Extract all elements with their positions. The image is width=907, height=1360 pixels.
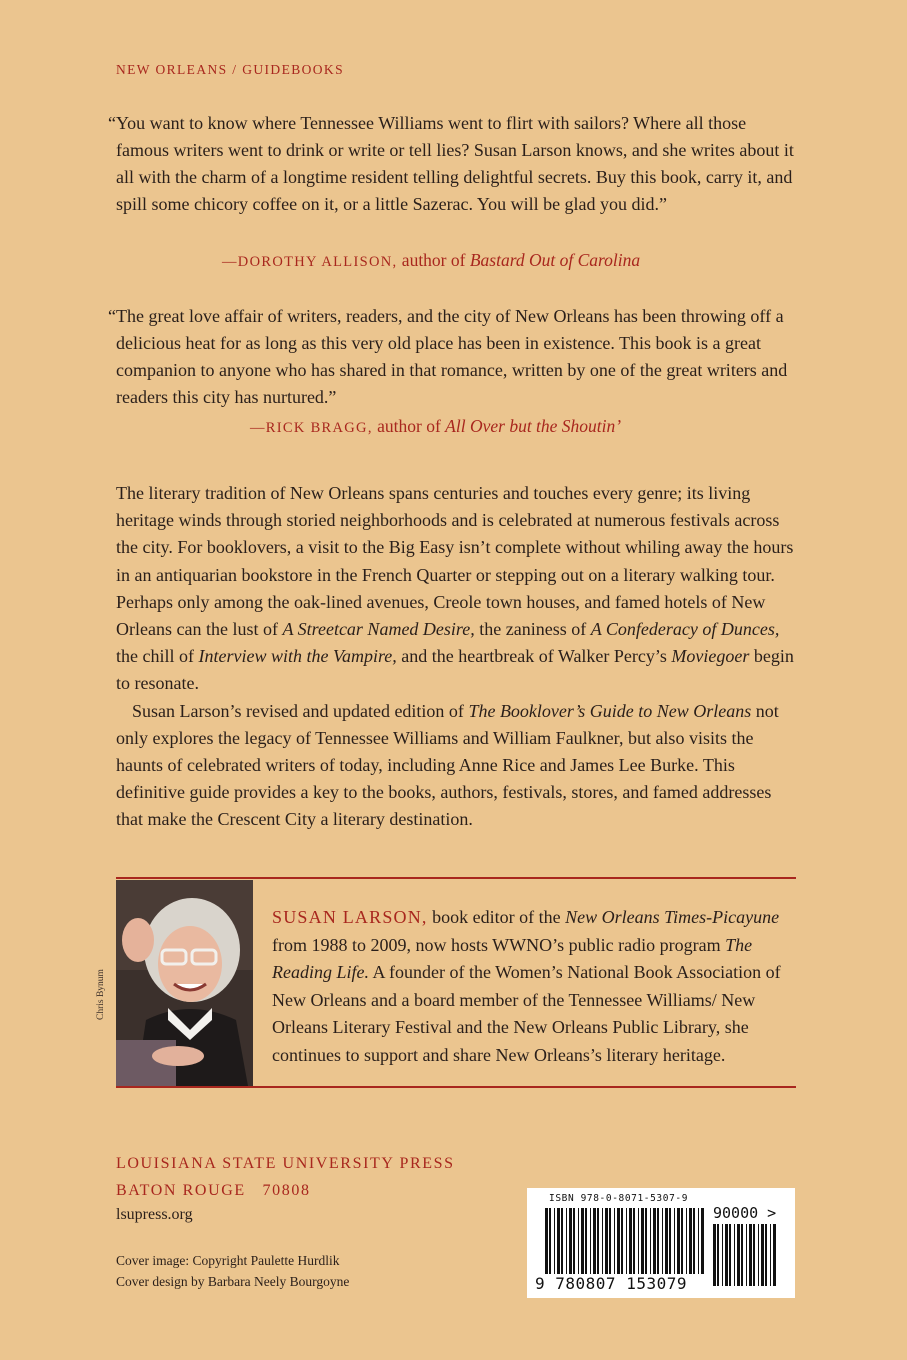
attribution-book-title: Bastard Out of Carolina	[469, 250, 641, 270]
quote-attribution-allison	[222, 250, 640, 271]
category-label: NEW ORLEANS / GUIDEBOOKS	[116, 62, 344, 77]
quote-attribution-bragg	[250, 416, 621, 437]
desc-text: the chill of	[116, 646, 199, 667]
attribution-name: —DOROTHY ALLISON,	[222, 254, 398, 270]
barcode-bars-main	[545, 1208, 705, 1274]
publisher-block	[116, 1150, 455, 1204]
description-paragraph-1	[116, 480, 800, 698]
desc-text: the zaniness of	[474, 619, 591, 640]
isbn-digits: 9 780807 153079	[535, 1274, 687, 1293]
cover-image-credit: Cover image: Copyright Paulette Hurdlik	[116, 1253, 340, 1268]
author-photo	[116, 880, 253, 1086]
isbn-label: ISBN 978-0-8071-5307-9	[549, 1193, 689, 1204]
isbn-barcode	[527, 1188, 795, 1298]
desc-title: The Booklover’s Guide to New Orleans	[468, 700, 752, 721]
bio-title: The Reading Life.	[272, 934, 753, 983]
desc-text: The literary tradition of New Orleans spans centuries and touches every genre; its living heritage winds through storied neighborhoods and is celebrated at numerous festivals across the city. For booklovers, a visit to the Big Easy isn’t complete without whiling away the hours in an antiquarian bookstore in the French Quarter or stepping out on a literary walking tour. Perhaps only among the oak-lined avenues, Creole town houses, and famed hotels of New Orleans can the lust of	[116, 483, 794, 640]
author-name: SUSAN LARSON,	[272, 907, 428, 927]
publisher-website: lsupress.org	[116, 1206, 193, 1223]
photo-credit: Chris Bynum	[96, 969, 106, 1020]
desc-text: not only explores the legacy of Tennessee Williams and William Faulkner, but also visits the haunts of celebrated writers of today, including Anne Rice and James Lee Burke. This definitive guide provides a key to the books, authors, festivals, stores, and famed addresses that make the Crescent City a literary destination.	[116, 700, 779, 830]
author-bio	[272, 904, 800, 1070]
desc-title: A Confederacy of Dunces,	[590, 619, 780, 640]
publisher-name: LOUISIANA STATE UNIVERSITY PRESS	[116, 1155, 455, 1172]
bio-title: New Orleans Times-Picayune	[565, 907, 780, 927]
bio-text: book editor of the	[427, 907, 566, 927]
barcode-bars-addon	[713, 1224, 783, 1286]
desc-title: Moviegoer	[671, 646, 750, 667]
attribution-author-of: author of	[372, 416, 446, 436]
author-top-rule	[116, 877, 796, 879]
quote-dorothy-allison: “You want to know where Tennessee Williams went to flirt with sailors? Where all those famous writers went to drink or write or tell lies? Susan Larson knows, and she writes about it all with the charm of a longtime resident telling delightful secrets. Buy this book, carry it, and spill some chicory coffee on it, or a little Sazerac. You will be glad you did.”	[108, 113, 794, 214]
cover-design-credit: Cover design by Barbara Neely Bourgoyne	[116, 1274, 350, 1289]
attribution-author-of: author of	[397, 250, 470, 270]
desc-title: Interview with the Vampire,	[198, 646, 397, 667]
cover-credits	[116, 1250, 349, 1292]
publisher-city: BATON ROUGE 70808	[116, 1182, 311, 1199]
price-code: 90000 >	[713, 1204, 777, 1222]
bio-text: A founder of the Women’s National Book Association of New Orleans and a board member of the Tennessee Williams/ New Orleans Literary Festival and the New Orleans Public Library, she continues to support and share New Orleans’s literary heritage.	[272, 962, 781, 1065]
attribution-book-title: All Over but the Shoutin’	[445, 416, 622, 436]
author-bottom-rule	[116, 1086, 796, 1088]
desc-text: and the heartbreak of Walker Percy’s	[396, 646, 672, 667]
description-paragraph-2	[116, 698, 800, 834]
bio-text: from 1988 to 2009, now hosts WWNO’s public radio program	[272, 934, 726, 955]
desc-text: begin to resonate.	[116, 646, 794, 694]
desc-title: A Streetcar Named Desire,	[282, 619, 475, 640]
attribution-name: —RICK BRAGG,	[250, 420, 373, 436]
book-description	[116, 480, 800, 834]
quote-rick-bragg: “The great love affair of writers, readers, and the city of New Orleans has been throwing off a delicious heat for as long as this very old place has been in existence. This book is a great companion to anyone who has shared in that romance, written by one of the great writers and readers this city has nurtured.”	[108, 306, 788, 407]
desc-text: Susan Larson’s revised and updated edition of	[132, 700, 469, 721]
